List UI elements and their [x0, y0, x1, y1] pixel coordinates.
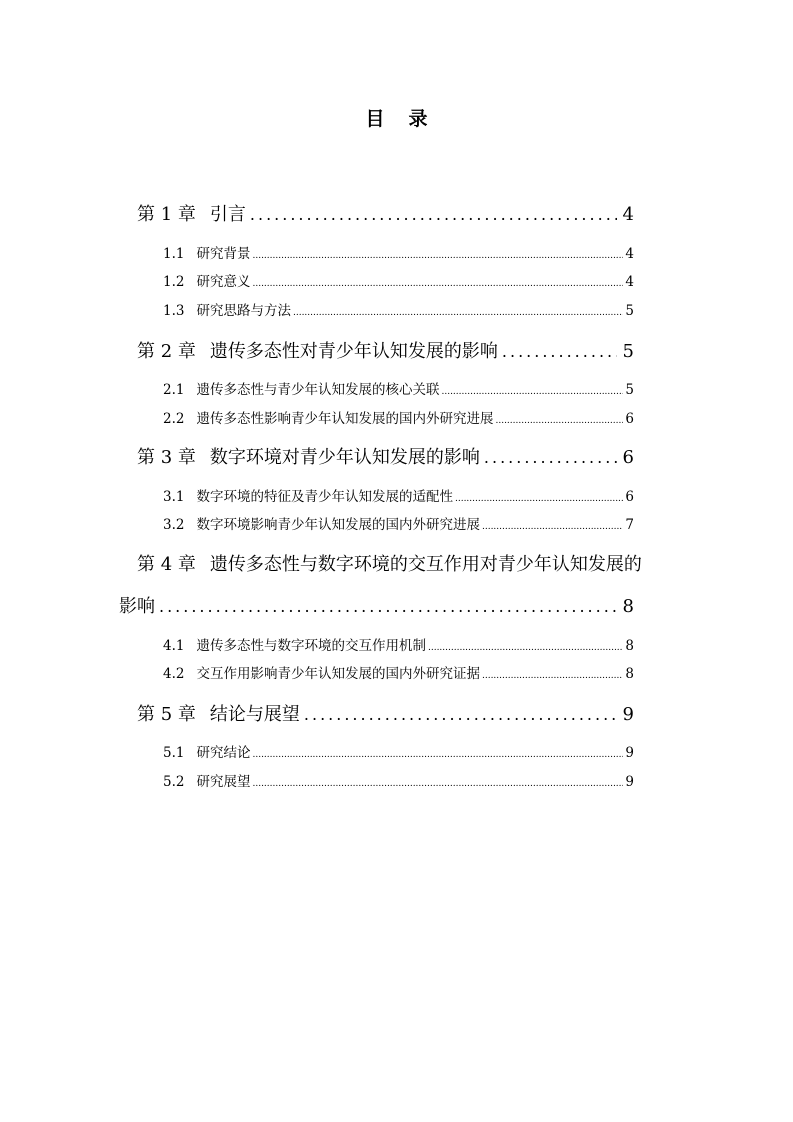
dot-leader — [495, 416, 623, 426]
section-title: 遗传多态性与数字环境的交互作用机制 — [196, 638, 426, 654]
section-number: 4.2 — [163, 666, 185, 682]
section-title: 交互作用影响青少年认知发展的国内外研究证据 — [196, 666, 480, 682]
toc-section-1-1[interactable] — [163, 242, 634, 262]
chapter-number: 第 4 章 — [137, 554, 196, 575]
section-number: 1.1 — [163, 246, 185, 262]
dot-leader — [304, 705, 617, 724]
section-title: 遗传多态性影响青少年认知发展的国内外研究进展 — [196, 411, 494, 427]
toc-chapter-5[interactable] — [137, 700, 634, 726]
toc-chapter-3[interactable] — [137, 443, 634, 469]
page-number: 6 — [625, 411, 634, 427]
dot-leader — [441, 387, 623, 397]
page-number: 6 — [625, 489, 634, 505]
section-number: 2.2 — [163, 411, 185, 427]
section-number: 1.3 — [163, 303, 185, 319]
toc-section-1-3[interactable] — [163, 299, 634, 319]
chapter-number: 第 2 章 — [137, 341, 196, 362]
dot-leader — [293, 308, 623, 318]
toc-section-5-2[interactable] — [163, 770, 634, 790]
chapter-title-line-1: 遗传多态性与数字环境的交互作用对青少年认知发展的 — [209, 554, 642, 575]
page-number: 7 — [625, 517, 634, 533]
section-number: 5.2 — [163, 774, 185, 790]
page-number: 4 — [625, 274, 634, 290]
chapter-number: 第 5 章 — [137, 704, 196, 725]
toc-section-2-2[interactable] — [163, 407, 634, 427]
toc-chapter-2[interactable] — [137, 337, 634, 363]
chapter-title-line-2: 影响 — [119, 596, 155, 617]
section-number: 3.2 — [163, 517, 185, 533]
dot-leader — [455, 494, 623, 504]
toc-chapter-1[interactable] — [137, 200, 634, 226]
toc-section-3-2[interactable] — [163, 513, 634, 533]
dot-leader — [502, 342, 617, 361]
toc-chapter-4-line-1[interactable] — [137, 550, 642, 576]
section-title: 研究意义 — [196, 274, 251, 290]
section-title: 研究思路与方法 — [196, 303, 291, 319]
page-number: 9 — [622, 704, 634, 725]
section-number: 4.1 — [163, 638, 185, 654]
toc-section-5-1[interactable] — [163, 741, 634, 761]
page-number: 4 — [622, 204, 634, 225]
chapter-title: 遗传多态性对青少年认知发展的影响 — [209, 341, 498, 362]
section-number: 5.1 — [163, 745, 185, 761]
toc-section-1-2[interactable] — [163, 270, 634, 290]
chapter-title: 引言 — [209, 204, 246, 225]
chapter-number: 第 3 章 — [137, 447, 196, 468]
page-number: 8 — [622, 596, 634, 617]
page-number: 8 — [625, 666, 634, 682]
dot-leader — [482, 671, 623, 681]
chapter-title: 结论与展望 — [209, 704, 300, 725]
dot-leader — [159, 597, 617, 616]
toc-section-3-1[interactable] — [163, 485, 634, 505]
section-title: 遗传多态性与青少年认知发展的核心关联 — [196, 382, 440, 398]
toc-chapter-4-line-2[interactable] — [119, 592, 634, 618]
toc-section-4-2[interactable] — [163, 662, 634, 682]
page-number: 4 — [625, 246, 634, 262]
page-number: 8 — [625, 638, 634, 654]
dot-leader — [428, 643, 623, 653]
page-number: 9 — [625, 774, 634, 790]
section-title: 数字环境的特征及青少年认知发展的适配性 — [196, 489, 453, 505]
page-number: 5 — [622, 341, 634, 362]
toc-title: 目录 — [365, 108, 452, 130]
page-number: 9 — [625, 745, 634, 761]
section-number: 2.1 — [163, 382, 185, 398]
dot-leader — [484, 448, 617, 467]
section-number: 3.1 — [163, 489, 185, 505]
page-number: 6 — [622, 447, 634, 468]
dot-leader — [252, 279, 623, 289]
section-title: 研究背景 — [196, 246, 251, 262]
dot-leader — [252, 251, 623, 261]
page-number: 5 — [625, 382, 634, 398]
dot-leader — [250, 205, 617, 224]
toc-section-4-1[interactable] — [163, 634, 634, 654]
dot-leader — [482, 522, 623, 532]
section-number: 1.2 — [163, 274, 185, 290]
section-title: 数字环境影响青少年认知发展的国内外研究进展 — [196, 517, 480, 533]
chapter-title: 数字环境对青少年认知发展的影响 — [209, 447, 480, 468]
dot-leader — [252, 750, 623, 760]
chapter-number: 第 1 章 — [137, 204, 196, 225]
section-title: 研究结论 — [196, 745, 251, 761]
dot-leader — [252, 779, 623, 789]
toc-section-2-1[interactable] — [163, 378, 634, 398]
page-number: 5 — [625, 303, 634, 319]
section-title: 研究展望 — [196, 774, 251, 790]
